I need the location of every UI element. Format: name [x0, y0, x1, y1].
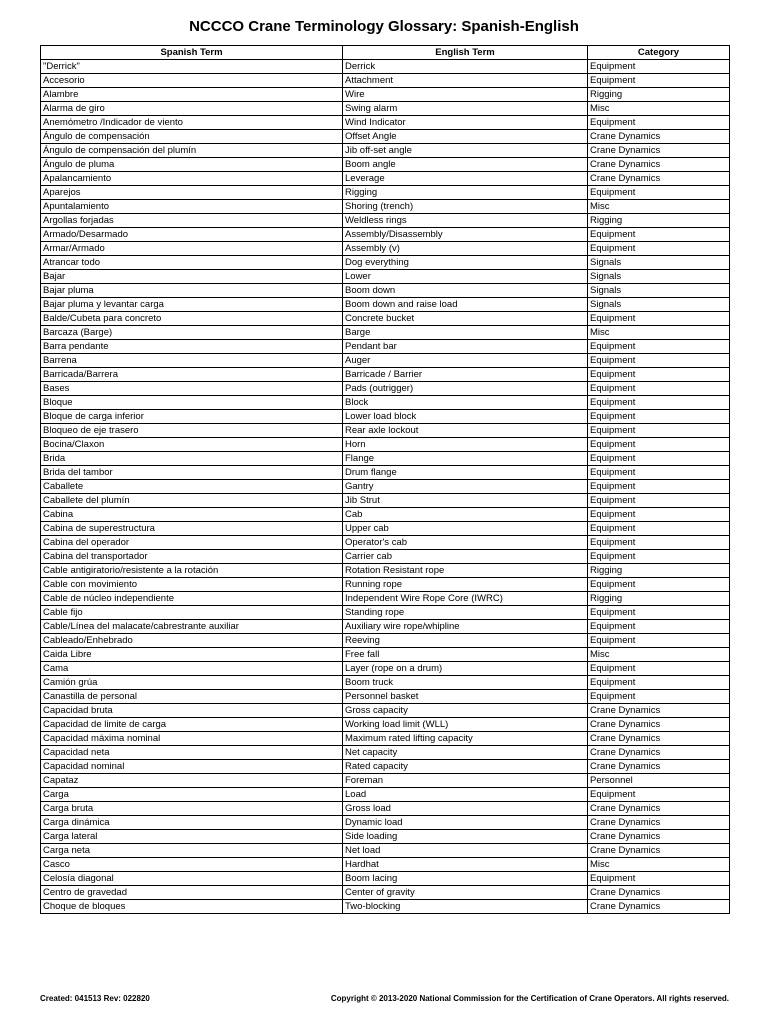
english-term-cell: Foreman: [343, 774, 588, 788]
table-row: [41, 774, 730, 788]
spanish-term-cell: Bloque de carga inferior: [41, 410, 343, 424]
english-term-cell: Rotation Resistant rope: [343, 564, 588, 578]
spanish-term-cell: Barcaza (Barge): [41, 326, 343, 340]
table-row: [41, 564, 730, 578]
category-cell: Equipment: [588, 606, 730, 620]
english-term-cell: Wind Indicator: [343, 116, 588, 130]
spanish-term-cell: Bajar pluma y levantar carga: [41, 298, 343, 312]
spanish-term-cell: Armado/Desarmado: [41, 228, 343, 242]
english-term-cell: Shoring (trench): [343, 200, 588, 214]
table-row: [41, 760, 730, 774]
table-row: [41, 326, 730, 340]
table-row: [41, 578, 730, 592]
category-cell: Crane Dynamics: [588, 130, 730, 144]
table-row: [41, 214, 730, 228]
category-cell: Signals: [588, 298, 730, 312]
table-row: [41, 298, 730, 312]
english-term-cell: Boom angle: [343, 158, 588, 172]
spanish-term-cell: Bocina/Claxon: [41, 438, 343, 452]
spanish-term-cell: Cableado/Enhebrado: [41, 634, 343, 648]
category-cell: Crane Dynamics: [588, 704, 730, 718]
english-term-cell: Cab: [343, 508, 588, 522]
table-row: [41, 592, 730, 606]
english-term-cell: Gross capacity: [343, 704, 588, 718]
category-cell: Equipment: [588, 494, 730, 508]
table-row: [41, 130, 730, 144]
table-row: [41, 634, 730, 648]
table-row: [41, 830, 730, 844]
spanish-term-cell: Carga bruta: [41, 802, 343, 816]
table-row: [41, 844, 730, 858]
spanish-term-cell: Accesorio: [41, 74, 343, 88]
category-cell: Signals: [588, 270, 730, 284]
category-cell: Equipment: [588, 480, 730, 494]
english-term-cell: Dynamic load: [343, 816, 588, 830]
spanish-term-cell: Cabina de superestructura: [41, 522, 343, 536]
table-row: [41, 690, 730, 704]
category-cell: Rigging: [588, 592, 730, 606]
spanish-term-cell: Carga lateral: [41, 830, 343, 844]
spanish-term-cell: Carga dinámica: [41, 816, 343, 830]
english-term-cell: Horn: [343, 438, 588, 452]
category-cell: Equipment: [588, 354, 730, 368]
table-row: [41, 718, 730, 732]
spanish-term-cell: Cable de núcleo independiente: [41, 592, 343, 606]
category-cell: Crane Dynamics: [588, 172, 730, 186]
category-cell: Equipment: [588, 550, 730, 564]
spanish-term-cell: Brida del tambor: [41, 466, 343, 480]
table-row: [41, 480, 730, 494]
table-row: [41, 340, 730, 354]
table-row: [41, 886, 730, 900]
category-cell: Equipment: [588, 242, 730, 256]
english-term-cell: Gantry: [343, 480, 588, 494]
table-row: [41, 242, 730, 256]
spanish-term-cell: Celosía diagonal: [41, 872, 343, 886]
footer: [40, 994, 729, 1003]
english-term-cell: Offset Angle: [343, 130, 588, 144]
category-cell: Crane Dynamics: [588, 144, 730, 158]
table-row: [41, 200, 730, 214]
category-cell: Equipment: [588, 74, 730, 88]
english-term-cell: Auger: [343, 354, 588, 368]
table-row: [41, 508, 730, 522]
english-term-cell: Pads (outrigger): [343, 382, 588, 396]
category-cell: Equipment: [588, 116, 730, 130]
table-row: [41, 396, 730, 410]
category-cell: Crane Dynamics: [588, 802, 730, 816]
category-cell: Personnel: [588, 774, 730, 788]
english-term-cell: Running rope: [343, 578, 588, 592]
english-term-cell: Net load: [343, 844, 588, 858]
spanish-term-cell: Ángulo de pluma: [41, 158, 343, 172]
table-row: [41, 662, 730, 676]
spanish-term-cell: Alambre: [41, 88, 343, 102]
header-english-term: English Term: [343, 46, 588, 60]
english-term-cell: Assembly (v): [343, 242, 588, 256]
table-row: [41, 270, 730, 284]
category-cell: Equipment: [588, 662, 730, 676]
spanish-term-cell: Ángulo de compensación del plumín: [41, 144, 343, 158]
spanish-term-cell: Cable antigiratorio/resistente a la rotación: [41, 564, 343, 578]
category-cell: Equipment: [588, 578, 730, 592]
table-row: [41, 382, 730, 396]
category-cell: Crane Dynamics: [588, 718, 730, 732]
english-term-cell: Center of gravity: [343, 886, 588, 900]
english-term-cell: Swing alarm: [343, 102, 588, 116]
table-row: [41, 88, 730, 102]
table-row: [41, 172, 730, 186]
category-cell: Equipment: [588, 690, 730, 704]
table-row: [41, 256, 730, 270]
english-term-cell: Lower: [343, 270, 588, 284]
spanish-term-cell: "Derrick": [41, 60, 343, 74]
table-row: [41, 676, 730, 690]
table-row: [41, 704, 730, 718]
table-row: [41, 872, 730, 886]
english-term-cell: Load: [343, 788, 588, 802]
table-row: [41, 228, 730, 242]
category-cell: Crane Dynamics: [588, 746, 730, 760]
category-cell: Signals: [588, 284, 730, 298]
spanish-term-cell: Apuntalamiento: [41, 200, 343, 214]
spanish-term-cell: Armar/Armado: [41, 242, 343, 256]
spanish-term-cell: Barra pendante: [41, 340, 343, 354]
category-cell: Equipment: [588, 508, 730, 522]
category-cell: Equipment: [588, 382, 730, 396]
spanish-term-cell: Camión grúa: [41, 676, 343, 690]
category-cell: Signals: [588, 256, 730, 270]
table-body: [41, 60, 730, 914]
spanish-term-cell: Ángulo de compensación: [41, 130, 343, 144]
english-term-cell: Jib off-set angle: [343, 144, 588, 158]
category-cell: Misc: [588, 858, 730, 872]
category-cell: Equipment: [588, 872, 730, 886]
english-term-cell: Wire: [343, 88, 588, 102]
table-row: [41, 746, 730, 760]
category-cell: Equipment: [588, 228, 730, 242]
table-row: [41, 158, 730, 172]
table-row: [41, 312, 730, 326]
spanish-term-cell: Capacidad bruta: [41, 704, 343, 718]
english-term-cell: Lower load block: [343, 410, 588, 424]
english-term-cell: Layer (rope on a drum): [343, 662, 588, 676]
english-term-cell: Barge: [343, 326, 588, 340]
table-row: [41, 60, 730, 74]
table-row: [41, 354, 730, 368]
table-row: [41, 550, 730, 564]
category-cell: Equipment: [588, 522, 730, 536]
spanish-term-cell: Casco: [41, 858, 343, 872]
table-row: [41, 116, 730, 130]
category-cell: Equipment: [588, 438, 730, 452]
header-spanish-term: Spanish Term: [41, 46, 343, 60]
table-row: [41, 102, 730, 116]
spanish-term-cell: Balde/Cubeta para concreto: [41, 312, 343, 326]
spanish-term-cell: Aparejos: [41, 186, 343, 200]
spanish-term-cell: Bases: [41, 382, 343, 396]
table-row: [41, 466, 730, 480]
category-cell: Equipment: [588, 536, 730, 550]
category-cell: Equipment: [588, 312, 730, 326]
category-cell: Equipment: [588, 424, 730, 438]
table-row: [41, 186, 730, 200]
table-row: [41, 816, 730, 830]
category-cell: Equipment: [588, 410, 730, 424]
english-term-cell: Upper cab: [343, 522, 588, 536]
english-term-cell: Free fall: [343, 648, 588, 662]
english-term-cell: Personnel basket: [343, 690, 588, 704]
english-term-cell: Drum flange: [343, 466, 588, 480]
spanish-term-cell: Capataz: [41, 774, 343, 788]
category-cell: Crane Dynamics: [588, 158, 730, 172]
english-term-cell: Two-blocking: [343, 900, 588, 914]
table-row: [41, 494, 730, 508]
category-cell: Rigging: [588, 564, 730, 578]
english-term-cell: Independent Wire Rope Core (IWRC): [343, 592, 588, 606]
category-cell: Equipment: [588, 340, 730, 354]
spanish-term-cell: Choque de bloques: [41, 900, 343, 914]
footer-copyright: Copyright © 2013-2020 National Commission for the Certification of Crane Operators. All rights reserved.: [330, 994, 729, 1003]
english-term-cell: Rear axle lockout: [343, 424, 588, 438]
page-title: NCCCO Crane Terminology Glossary: Spanish-English: [189, 18, 579, 35]
english-term-cell: Standing rope: [343, 606, 588, 620]
english-term-cell: Block: [343, 396, 588, 410]
category-cell: Equipment: [588, 452, 730, 466]
category-cell: Misc: [588, 326, 730, 340]
category-cell: Crane Dynamics: [588, 900, 730, 914]
english-term-cell: Concrete bucket: [343, 312, 588, 326]
table-row: [41, 452, 730, 466]
category-cell: Equipment: [588, 60, 730, 74]
english-term-cell: Attachment: [343, 74, 588, 88]
spanish-term-cell: Caida Libre: [41, 648, 343, 662]
english-term-cell: Flange: [343, 452, 588, 466]
category-cell: Crane Dynamics: [588, 830, 730, 844]
spanish-term-cell: Anemómetro /Indicador de viento: [41, 116, 343, 130]
english-term-cell: Leverage: [343, 172, 588, 186]
table-row: [41, 802, 730, 816]
english-term-cell: Rigging: [343, 186, 588, 200]
glossary-table: [40, 45, 730, 914]
spanish-term-cell: Capacidad de limite de carga: [41, 718, 343, 732]
english-term-cell: Carrier cab: [343, 550, 588, 564]
table-row: [41, 620, 730, 634]
english-term-cell: Boom lacing: [343, 872, 588, 886]
category-cell: Rigging: [588, 214, 730, 228]
category-cell: Equipment: [588, 634, 730, 648]
spanish-term-cell: Argollas forjadas: [41, 214, 343, 228]
spanish-term-cell: Capacidad neta: [41, 746, 343, 760]
spanish-term-cell: Brida: [41, 452, 343, 466]
table-row: [41, 368, 730, 382]
table-row: [41, 788, 730, 802]
english-term-cell: Net capacity: [343, 746, 588, 760]
table-header-row: [41, 46, 730, 60]
table-row: [41, 74, 730, 88]
table-row: [41, 858, 730, 872]
table-row: [41, 438, 730, 452]
category-cell: Equipment: [588, 466, 730, 480]
english-term-cell: Boom down and raise load: [343, 298, 588, 312]
spanish-term-cell: Capacidad nominal: [41, 760, 343, 774]
spanish-term-cell: Bajar: [41, 270, 343, 284]
spanish-term-cell: Capacidad máxima nominal: [41, 732, 343, 746]
category-cell: Equipment: [588, 186, 730, 200]
spanish-term-cell: Carga neta: [41, 844, 343, 858]
category-cell: Equipment: [588, 396, 730, 410]
english-term-cell: Pendant bar: [343, 340, 588, 354]
spanish-term-cell: Atrancar todo: [41, 256, 343, 270]
table-row: [41, 606, 730, 620]
table-row: [41, 284, 730, 298]
english-term-cell: Rated capacity: [343, 760, 588, 774]
header-category: Category: [588, 46, 730, 60]
spanish-term-cell: Cable/Línea del malacate/cabrestrante auxiliar: [41, 620, 343, 634]
spanish-term-cell: Carga: [41, 788, 343, 802]
category-cell: Equipment: [588, 368, 730, 382]
english-term-cell: Weldless rings: [343, 214, 588, 228]
english-term-cell: Barricade / Barrier: [343, 368, 588, 382]
english-term-cell: Derrick: [343, 60, 588, 74]
english-term-cell: Side loading: [343, 830, 588, 844]
table-row: [41, 536, 730, 550]
spanish-term-cell: Caballete: [41, 480, 343, 494]
english-term-cell: Working load limit (WLL): [343, 718, 588, 732]
table-row: [41, 522, 730, 536]
spanish-term-cell: Cabina del transportador: [41, 550, 343, 564]
english-term-cell: Assembly/Disassembly: [343, 228, 588, 242]
spanish-term-cell: Centro de gravedad: [41, 886, 343, 900]
category-cell: Equipment: [588, 788, 730, 802]
spanish-term-cell: Cable con movimiento: [41, 578, 343, 592]
spanish-term-cell: Bloque: [41, 396, 343, 410]
category-cell: Crane Dynamics: [588, 844, 730, 858]
english-term-cell: Reeving: [343, 634, 588, 648]
english-term-cell: Jib Strut: [343, 494, 588, 508]
spanish-term-cell: Cama: [41, 662, 343, 676]
table-row: [41, 424, 730, 438]
category-cell: Crane Dynamics: [588, 732, 730, 746]
english-term-cell: Dog everything: [343, 256, 588, 270]
spanish-term-cell: Cable fijo: [41, 606, 343, 620]
category-cell: Rigging: [588, 88, 730, 102]
footer-created: Created: 041513 Rev: 022820: [40, 994, 150, 1003]
spanish-term-cell: Barricada/Barrera: [41, 368, 343, 382]
category-cell: Misc: [588, 102, 730, 116]
table-row: [41, 648, 730, 662]
table-row: [41, 144, 730, 158]
spanish-term-cell: Bajar pluma: [41, 284, 343, 298]
english-term-cell: Boom down: [343, 284, 588, 298]
category-cell: Crane Dynamics: [588, 886, 730, 900]
category-cell: Equipment: [588, 676, 730, 690]
table-row: [41, 410, 730, 424]
english-term-cell: Operator's cab: [343, 536, 588, 550]
english-term-cell: Auxiliary wire rope/whipline: [343, 620, 588, 634]
spanish-term-cell: Alarma de giro: [41, 102, 343, 116]
english-term-cell: Boom truck: [343, 676, 588, 690]
spanish-term-cell: Apalancamiento: [41, 172, 343, 186]
table-row: [41, 732, 730, 746]
spanish-term-cell: Cabina del operador: [41, 536, 343, 550]
english-term-cell: Gross load: [343, 802, 588, 816]
category-cell: Misc: [588, 648, 730, 662]
spanish-term-cell: Bloqueo de eje trasero: [41, 424, 343, 438]
english-term-cell: Hardhat: [343, 858, 588, 872]
spanish-term-cell: Cabina: [41, 508, 343, 522]
category-cell: Crane Dynamics: [588, 760, 730, 774]
spanish-term-cell: Barrena: [41, 354, 343, 368]
category-cell: Crane Dynamics: [588, 816, 730, 830]
spanish-term-cell: Canastilla de personal: [41, 690, 343, 704]
spanish-term-cell: Caballete del plumín: [41, 494, 343, 508]
category-cell: Misc: [588, 200, 730, 214]
english-term-cell: Maximum rated lifting capacity: [343, 732, 588, 746]
table-row: [41, 900, 730, 914]
category-cell: Equipment: [588, 620, 730, 634]
